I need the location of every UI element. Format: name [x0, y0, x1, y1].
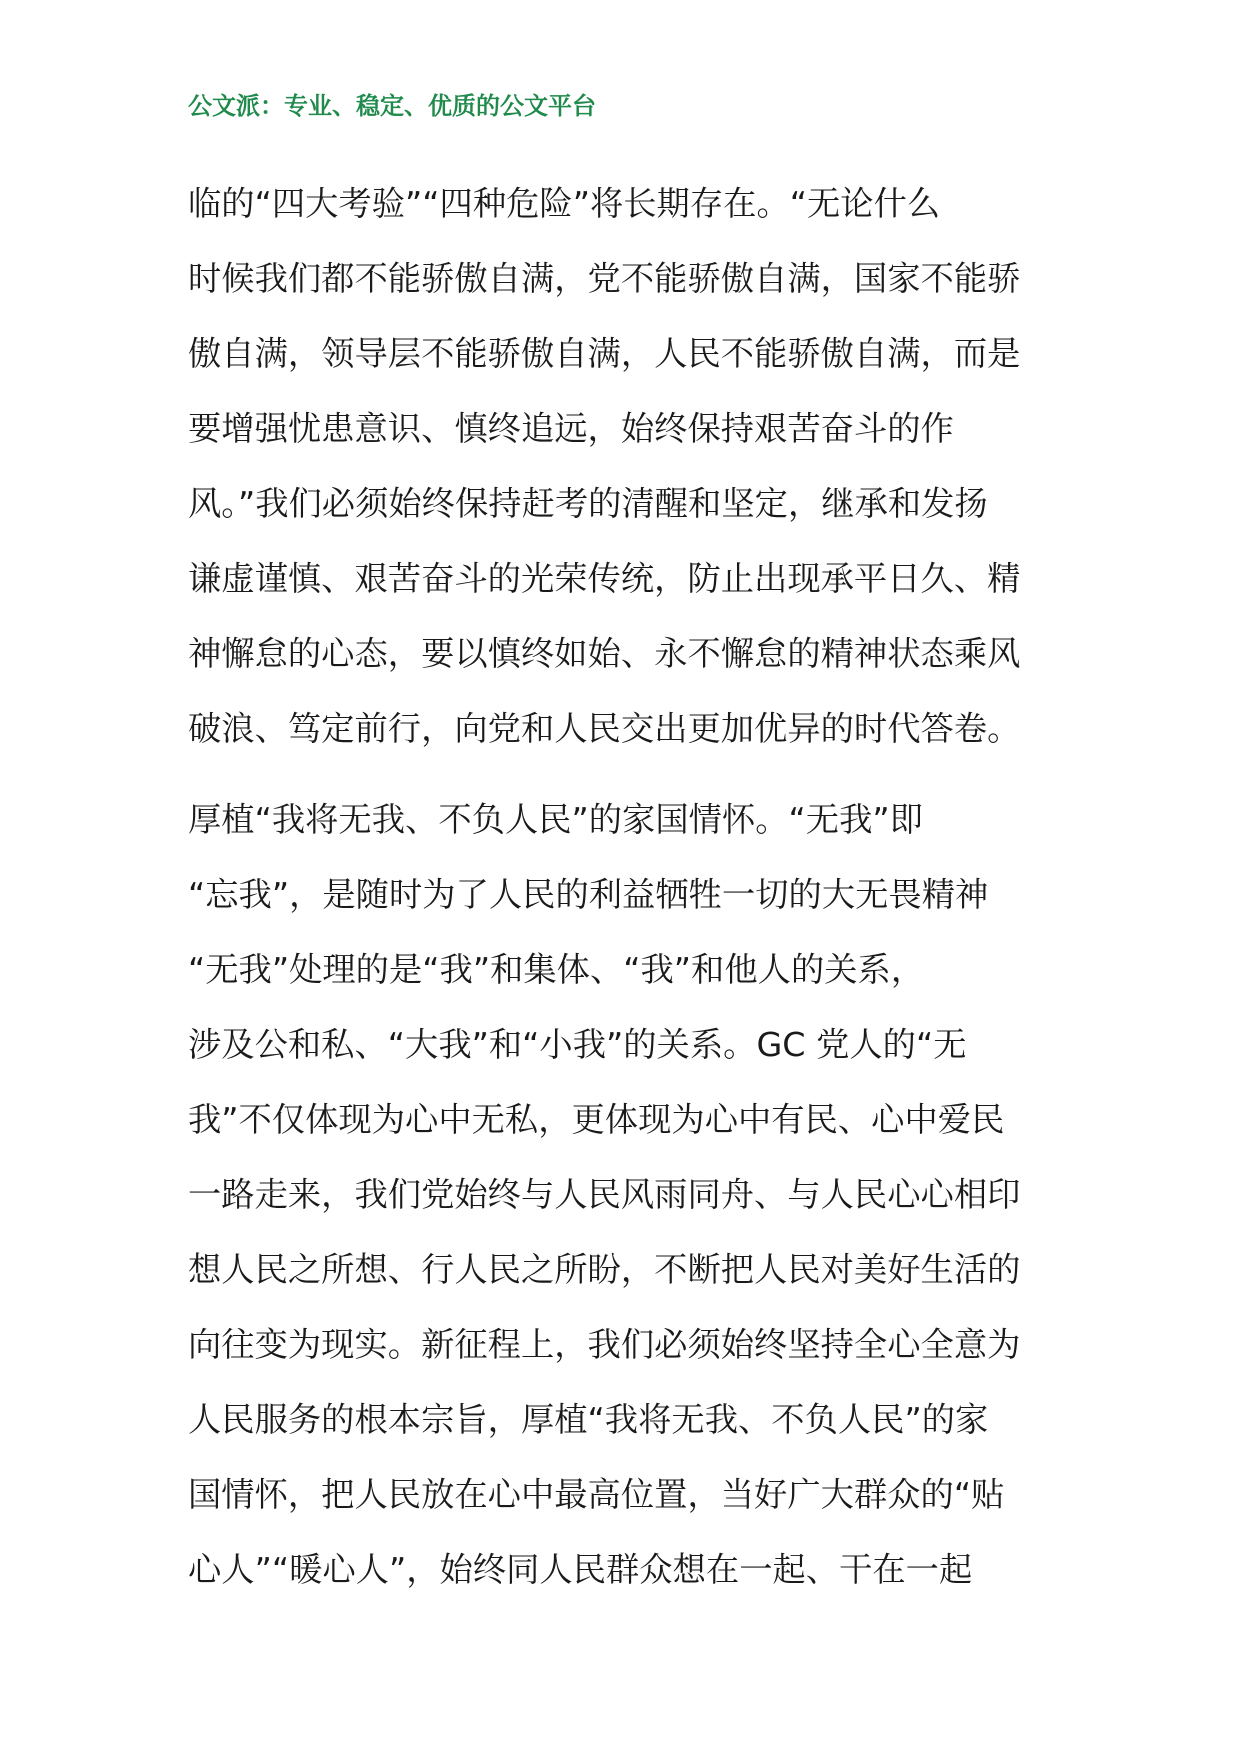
- text-line: 我”不仅体现为心中无私，更体现为心中有民、心中爱民: [188, 1100, 1005, 1139]
- text-line: 破浪、笃定前行，向党和人民交出更加优异的时代答卷。: [188, 709, 1021, 748]
- text-line: 国情怀，把人民放在心中最高位置，当好广大群众的“贴: [188, 1475, 1005, 1514]
- text-line: 一路走来，我们党始终与人民风雨同舟、与人民心心相印: [188, 1175, 1021, 1214]
- text-line: 向往变为现实。新征程上，我们必须始终坚持全心全意为: [188, 1325, 1021, 1364]
- paragraph-2: [188, 782, 1058, 1607]
- text-line: 谦虚谨慎、艰苦奋斗的光荣传统，防止出现承平日久、精: [188, 559, 1021, 598]
- document-body: [188, 166, 1058, 1607]
- text-line: 涉及公和私、“大我”和“小我”的关系。GC 党人的“无: [188, 1025, 967, 1064]
- header-title: 公文派：专业、稳定、优质的公文平台: [188, 91, 596, 120]
- text-line: 厚植“我将无我、不负人民”的家国情怀。“无我”即: [188, 800, 923, 839]
- text-line: 要增强忧患意识、慎终追远，始终保持艰苦奋斗的作: [188, 409, 954, 448]
- text-line: 傲自满，领导层不能骄傲自满，人民不能骄傲自满，而是: [188, 334, 1021, 373]
- text-line: “无我”处理的是“我”和集体、“我”和他人的关系，: [188, 950, 925, 989]
- text-line: 神懈怠的心态，要以慎终如始、永不懈怠的精神状态乘风: [188, 634, 1021, 673]
- text-line: 人民服务的根本宗旨，厚植“我将无我、不负人民”的家: [188, 1400, 989, 1439]
- text-line: 时候我们都不能骄傲自满，党不能骄傲自满，国家不能骄: [188, 259, 1021, 298]
- text-line: 风。”我们必须始终保持赶考的清醒和坚定，继承和发扬: [188, 484, 988, 523]
- paragraph-1: [188, 166, 1058, 766]
- paragraph-gap: [188, 766, 1058, 782]
- text-line: 临的“四大考验”“四种危险”将长期存在。“无论什么: [188, 184, 941, 223]
- text-line: “忘我”，是随时为了人民的利益牺牲一切的大无畏精神: [188, 875, 989, 914]
- text-line: 想人民之所想、行人民之所盼，不断把人民对美好生活的: [188, 1250, 1021, 1289]
- text-line: 心人”“暖心人”，始终同人民群众想在一起、干在一起: [188, 1550, 973, 1589]
